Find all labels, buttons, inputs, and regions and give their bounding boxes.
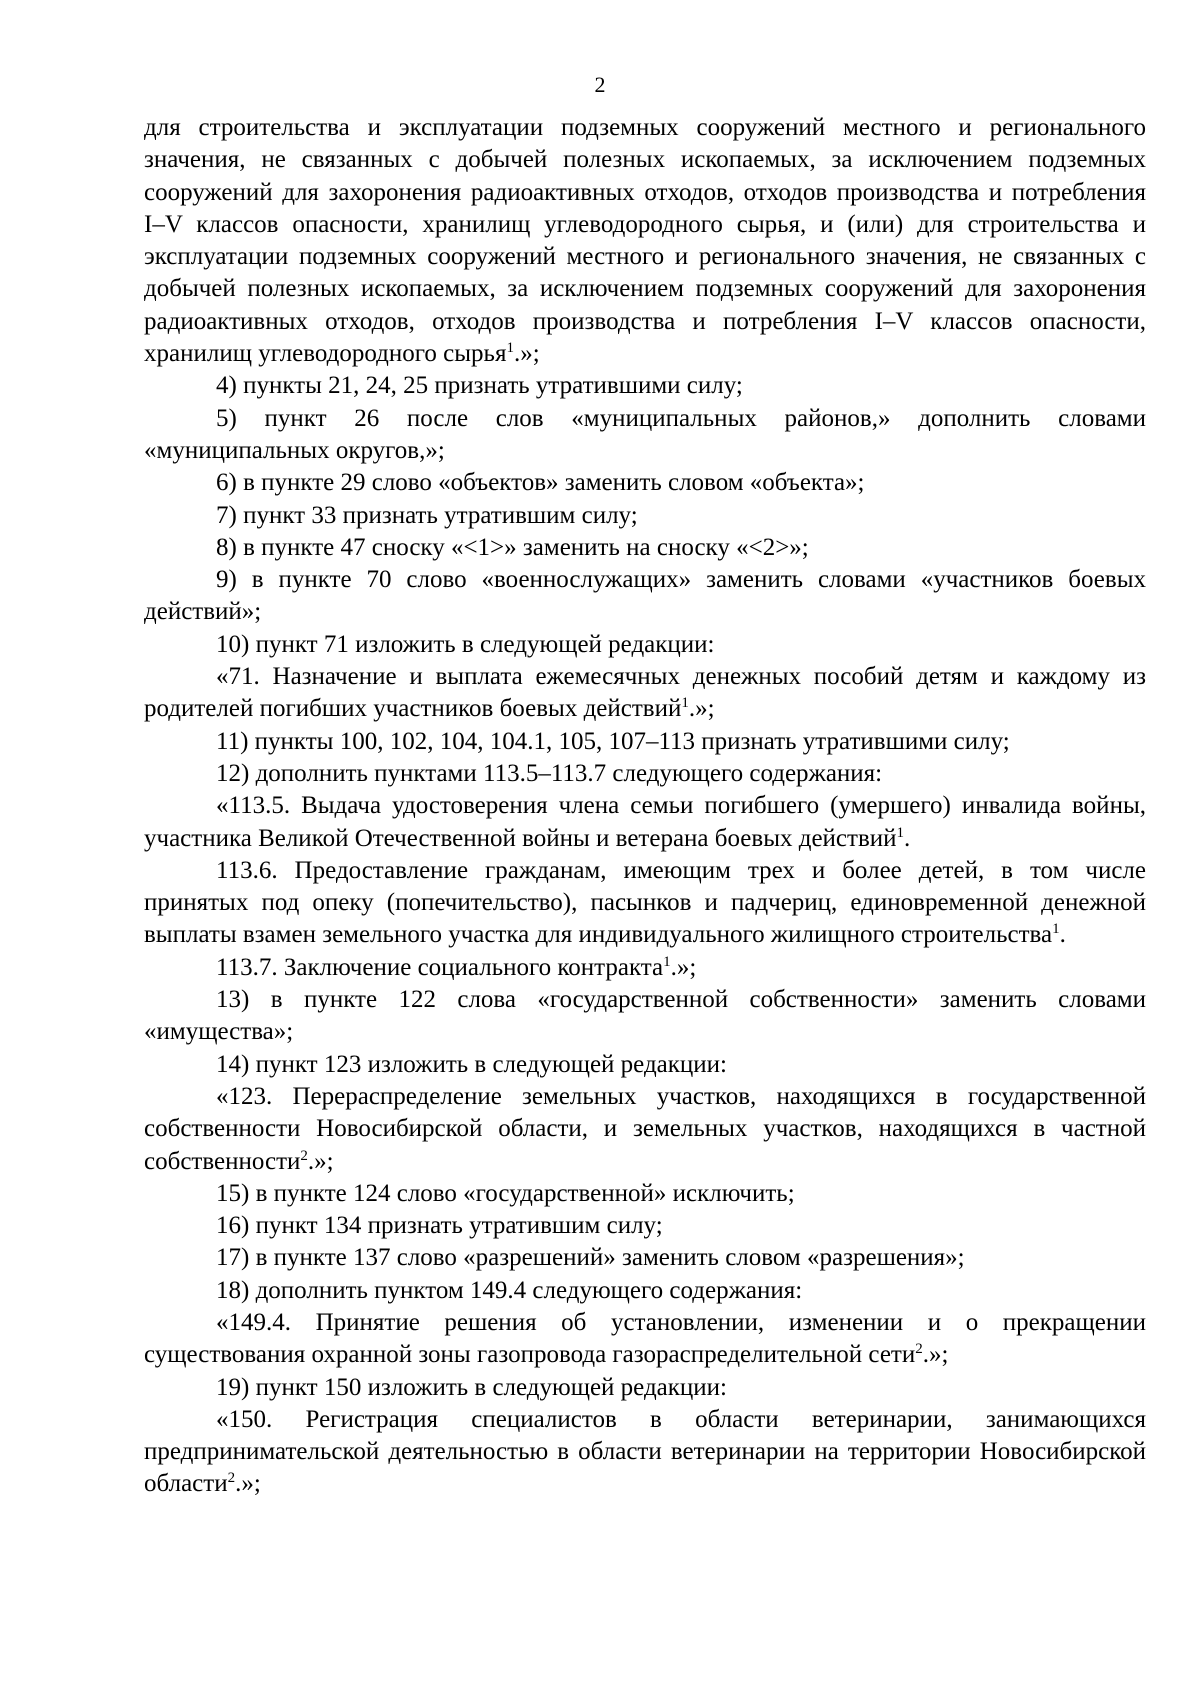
- paragraph: [144, 1210, 1146, 1242]
- paragraph: [144, 758, 1146, 790]
- paragraph: [144, 1307, 1146, 1372]
- paragraph: [144, 629, 1146, 661]
- paragraph: [144, 1275, 1146, 1307]
- paragraph: [144, 403, 1146, 468]
- footnote-marker: 1: [896, 824, 905, 841]
- footnote-marker: 1: [663, 953, 671, 970]
- paragraph-text: 18) дополнить пунктом 149.4 следующего содержания:: [216, 1276, 803, 1304]
- paragraph-text: «123. Перераспределение земельных участков, находящихся в государственной собственности Новосибирской области, и земельных участков, находящихся в частной собственности: [144, 1082, 1146, 1175]
- paragraph-text: .»;: [235, 1470, 261, 1498]
- paragraph: [144, 112, 1146, 370]
- paragraph-text: 113.7. Заключение социального контракта: [216, 953, 664, 981]
- paragraph: [144, 984, 1146, 1049]
- paragraph: [144, 661, 1146, 726]
- paragraph-text: 14) пункт 123 изложить в следующей редакции:: [216, 1050, 727, 1078]
- paragraph-text: .»;: [922, 1341, 949, 1369]
- paragraph-text: «149.4. Принятие решения об установлении, изменении и о прекращении существования охранной зоны газопровода газораспределительной сети: [144, 1308, 1146, 1369]
- paragraph-text: 12) дополнить пунктами 113.5–113.7 следующего содержания:: [216, 759, 883, 787]
- paragraph-text: 9) в пункте 70 слово «военнослужащих» заменить словами «участников боевых действий»;: [144, 566, 1146, 626]
- paragraph-text: .: [1059, 921, 1066, 949]
- paragraph: [144, 370, 1146, 402]
- paragraph-text: 10) пункт 71 изложить в следующей редакции:: [216, 630, 715, 658]
- paragraph-text: .»;: [670, 953, 697, 981]
- paragraph: [144, 1404, 1146, 1501]
- paragraph: [144, 855, 1146, 952]
- paragraph-text: .»;: [307, 1147, 334, 1175]
- paragraph: [144, 790, 1146, 855]
- paragraph: [144, 952, 1146, 984]
- document-body: [144, 112, 1146, 1501]
- paragraph: [144, 1178, 1146, 1210]
- footnote-marker: 2: [300, 1147, 308, 1164]
- paragraph-text: «71. Назначение и выплата ежемесячных денежных пособий детям и каждому из родителей погибших участников боевых действий: [144, 663, 1146, 723]
- paragraph-text: .»;: [513, 340, 540, 368]
- paragraph-text: 16) пункт 134 признать утратившим силу;: [216, 1212, 663, 1240]
- paragraph-text: .: [904, 824, 911, 852]
- paragraph-text: 17) в пункте 137 слово «разрешений» заменить словом «разрешения»;: [216, 1244, 965, 1272]
- paragraph-text: .»;: [688, 695, 715, 723]
- paragraph: [144, 564, 1146, 629]
- paragraph-text: для строительства и эксплуатации подземных сооружений местного и регионального значения, не связанных с добычей полезных ископаемых, за исключением подземных сооружений для захоронения радиоактивных отходов, отходов производства и потребления I–V классов опасности, хранилищ углеводородного сырья, и (или) для строительства и эксплуатации подземных сооружений местного и регионального значения, не связанных с добычей полезных ископаемых, за исключением подземных сооружений для захоронения радиоактивных отходов, отходов производства и потребления I–V классов опасности, хранилищ углеводородного сырья: [144, 114, 1146, 368]
- paragraph-text: 11) пункты 100, 102, 104, 104.1, 105, 107–113 признать утратившими силу;: [216, 727, 1010, 755]
- footnote-marker: 1: [506, 340, 514, 357]
- footnote-marker: 2: [227, 1470, 236, 1487]
- paragraph: [144, 1242, 1146, 1274]
- paragraph-text: 8) в пункте 47 сноску «<1>» заменить на сноску «<2>»;: [216, 533, 809, 561]
- paragraph: [144, 532, 1146, 564]
- paragraph-text: 19) пункт 150 изложить в следующей редакции:: [216, 1373, 727, 1401]
- paragraph-text: 5) пункт 26 после слов «муниципальных районов,» дополнить словами «муниципальных округов,»;: [144, 404, 1146, 464]
- paragraph-text: «150. Регистрация специалистов в области ветеринарии, занимающихся предпринимательской деятельностью в области ветеринарии на территории Новосибирской области: [144, 1405, 1146, 1498]
- paragraph-text: 13) в пункте 122 слова «государственной собственности» заменить словами «имущества»;: [144, 986, 1146, 1046]
- paragraph-text: «113.5. Выдача удостоверения члена семьи погибшего (умершего) инвалида войны, участника Великой Отечественной войны и ветерана боевых действий: [144, 792, 1146, 852]
- paragraph: [144, 1049, 1146, 1081]
- paragraph-text: 15) в пункте 124 слово «государственной» исключить;: [216, 1179, 795, 1207]
- footnote-marker: 1: [681, 695, 689, 712]
- footnote-marker: 2: [915, 1341, 923, 1358]
- paragraph: [144, 1372, 1146, 1404]
- footnote-marker: 1: [1052, 921, 1060, 938]
- paragraph: [144, 726, 1146, 758]
- paragraph: [144, 467, 1146, 499]
- paragraph-text: 6) в пункте 29 слово «объектов» заменить словом «объекта»;: [216, 469, 865, 497]
- paragraph: [144, 500, 1146, 532]
- page-number: 2: [594, 72, 606, 97]
- paragraph-text: 7) пункт 33 признать утратившим силу;: [216, 501, 638, 529]
- paragraph-text: 113.6. Предоставление гражданам, имеющим трех и более детей, в том числе принятых под опеку (попечительство), пасынков и падчериц, единовременной денежной выплаты взамен земельного участка для индивидуального жилищного строительства: [144, 856, 1146, 949]
- paragraph: [144, 1081, 1146, 1178]
- paragraph-text: 4) пункты 21, 24, 25 признать утратившими силу;: [216, 372, 743, 400]
